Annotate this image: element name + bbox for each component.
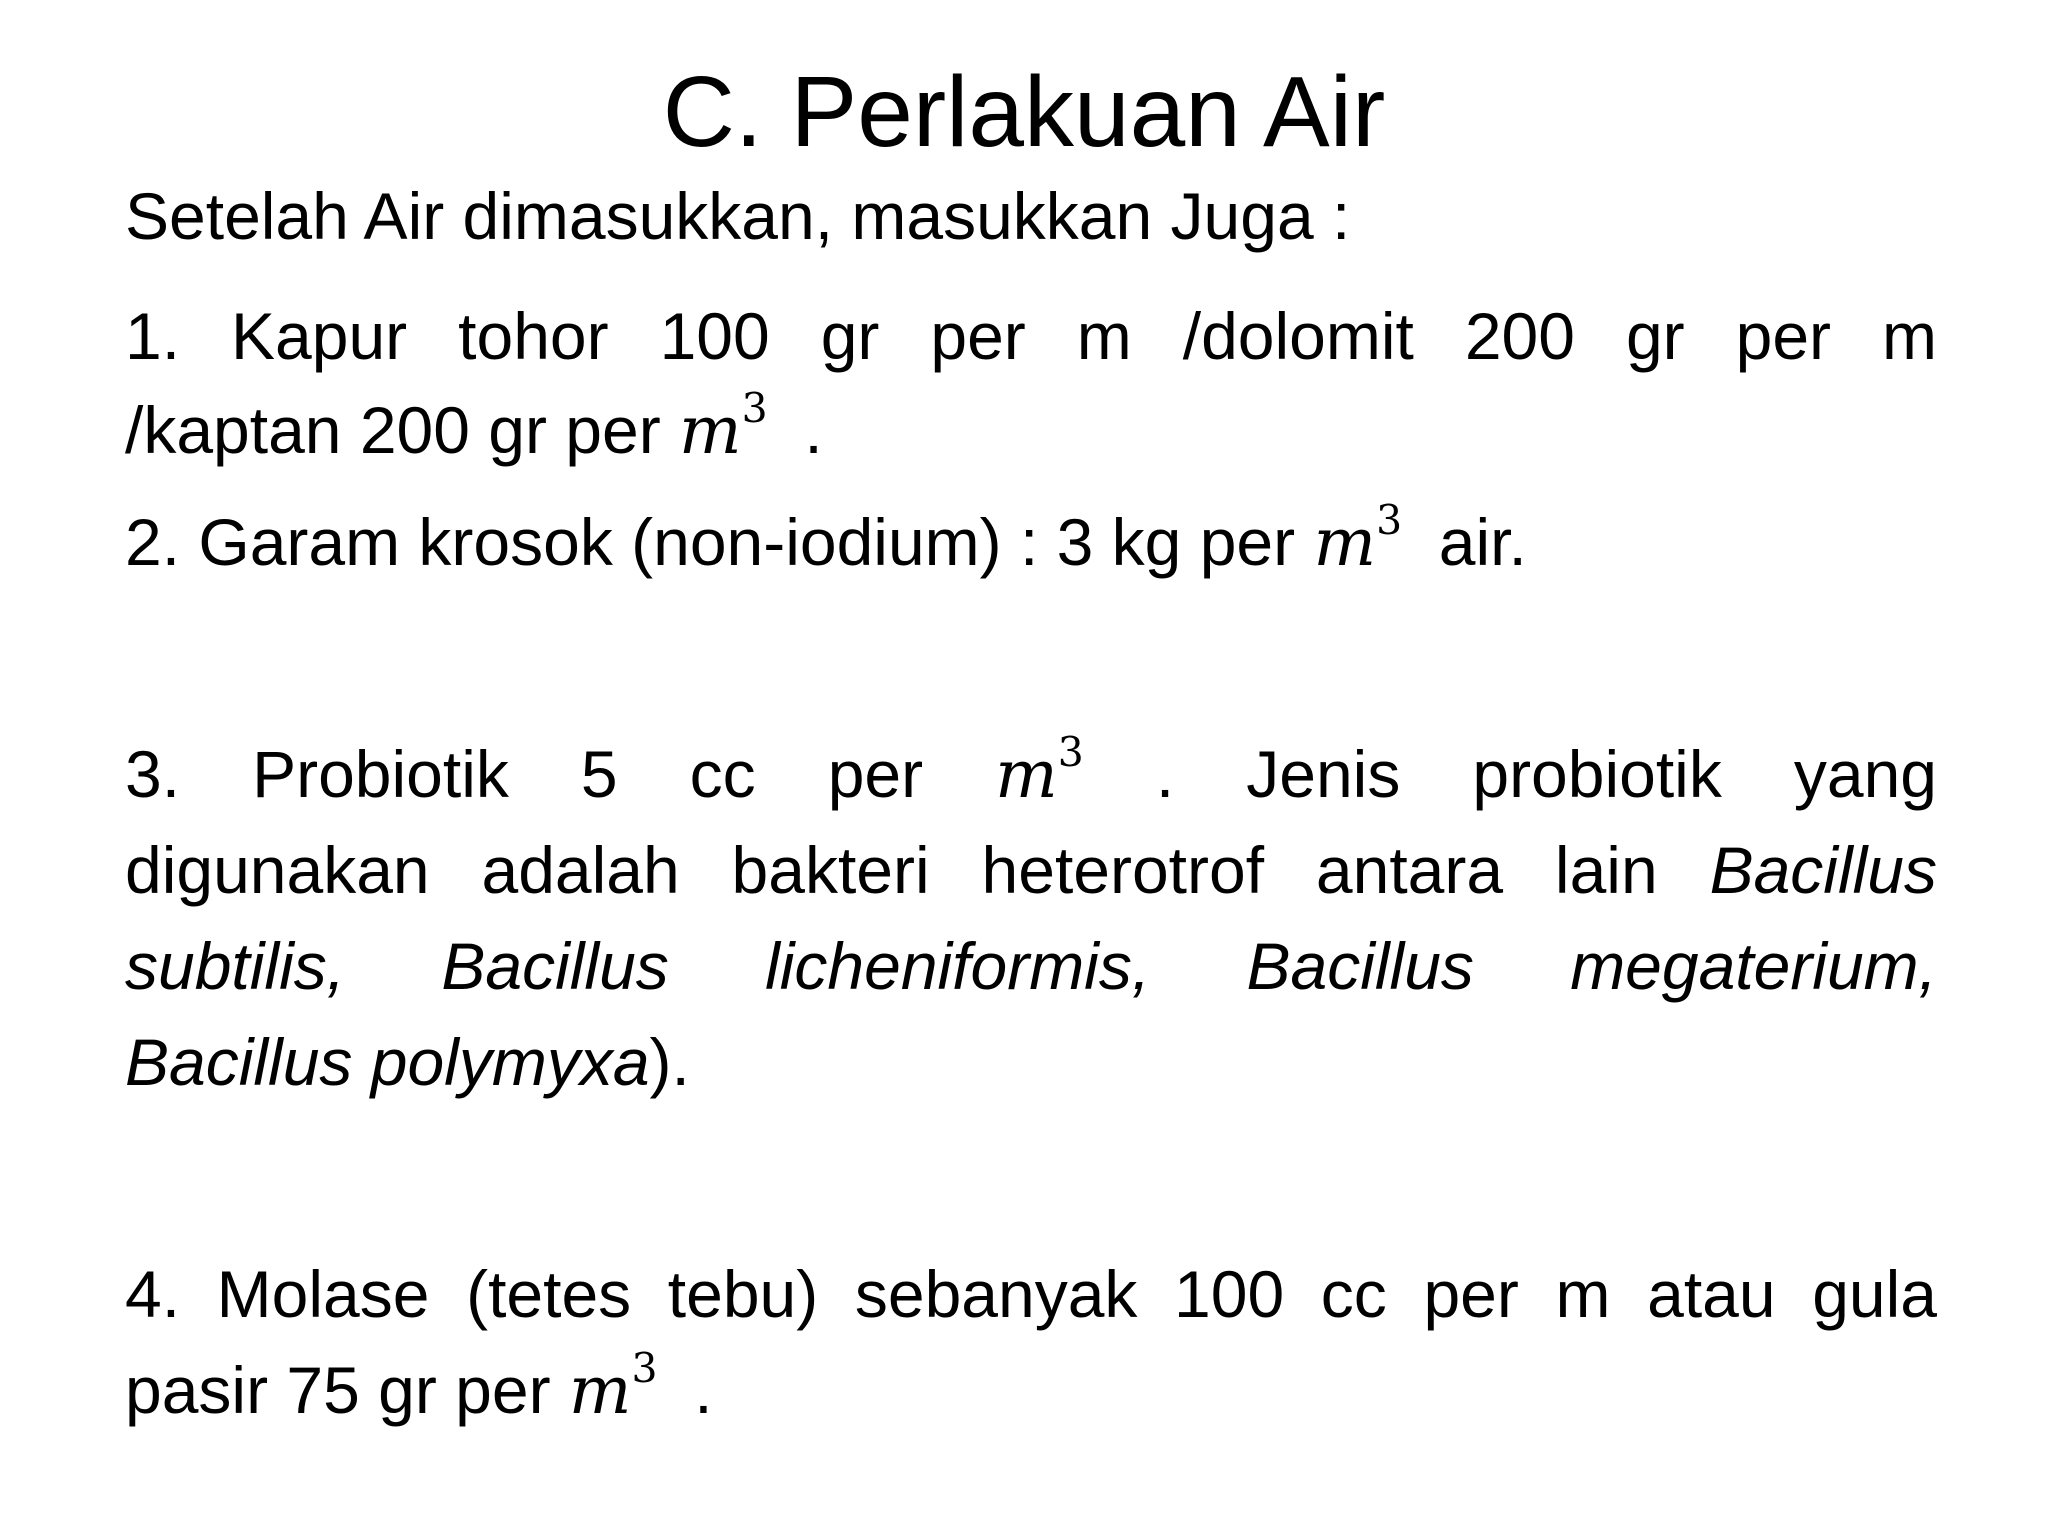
unit-m3: $m^3$ [995, 728, 1084, 813]
item-1-text: /kaptan 200 gr per [125, 393, 661, 467]
item-4-end: . [694, 1353, 713, 1427]
item-1-line-1: 1. Kapur tohor 100 gr per m /dolomit 200 gr per m [125, 299, 1937, 373]
item-1-line-2 [125, 382, 1937, 479]
item-3-line-4 [125, 1014, 1937, 1110]
item-3-text: 3. Probiotik 5 cc per [125, 737, 924, 811]
item-2-end: air. [1438, 505, 1527, 579]
unit-m3: $m^3$ [568, 1344, 658, 1429]
item-3-text-end: . Jenis probiotik yang [1155, 737, 1937, 811]
slide-title: C. Perlakuan Air [662, 56, 1386, 168]
species-list: subtilis, Bacillus licheniformis, Bacillus megaterium, [125, 929, 1937, 1003]
item-3-line-2 [125, 822, 1937, 918]
item-1-end: . [804, 393, 823, 467]
item-3-end: ). [649, 1025, 690, 1099]
item-4-text: pasir 75 gr per [125, 1353, 551, 1427]
species-name: Bacillus polymyxa [125, 1025, 650, 1099]
item-2-text: 2. Garam krosok (non-iodium) : 3 kg per [125, 505, 1296, 579]
item-3-line-1 [125, 726, 1937, 823]
item-3-line-3 [125, 918, 1937, 1014]
item-3-line-2-text: digunakan adalah bakteri heterotrof antara lain [125, 833, 1658, 907]
intro-text: Setelah Air dimasukkan, masukkan Juga : [125, 179, 1351, 253]
item-2-line [125, 494, 1937, 591]
unit-m3: $m^3$ [679, 384, 768, 469]
unit-m3: $m^3$ [1313, 496, 1403, 581]
item-4-line-1: 4. Molase (tetes tebu) sebanyak 100 cc per m atau gula [125, 1257, 1937, 1331]
item-4-line-2 [125, 1342, 1937, 1439]
species-name: Bacillus [1709, 833, 1937, 907]
